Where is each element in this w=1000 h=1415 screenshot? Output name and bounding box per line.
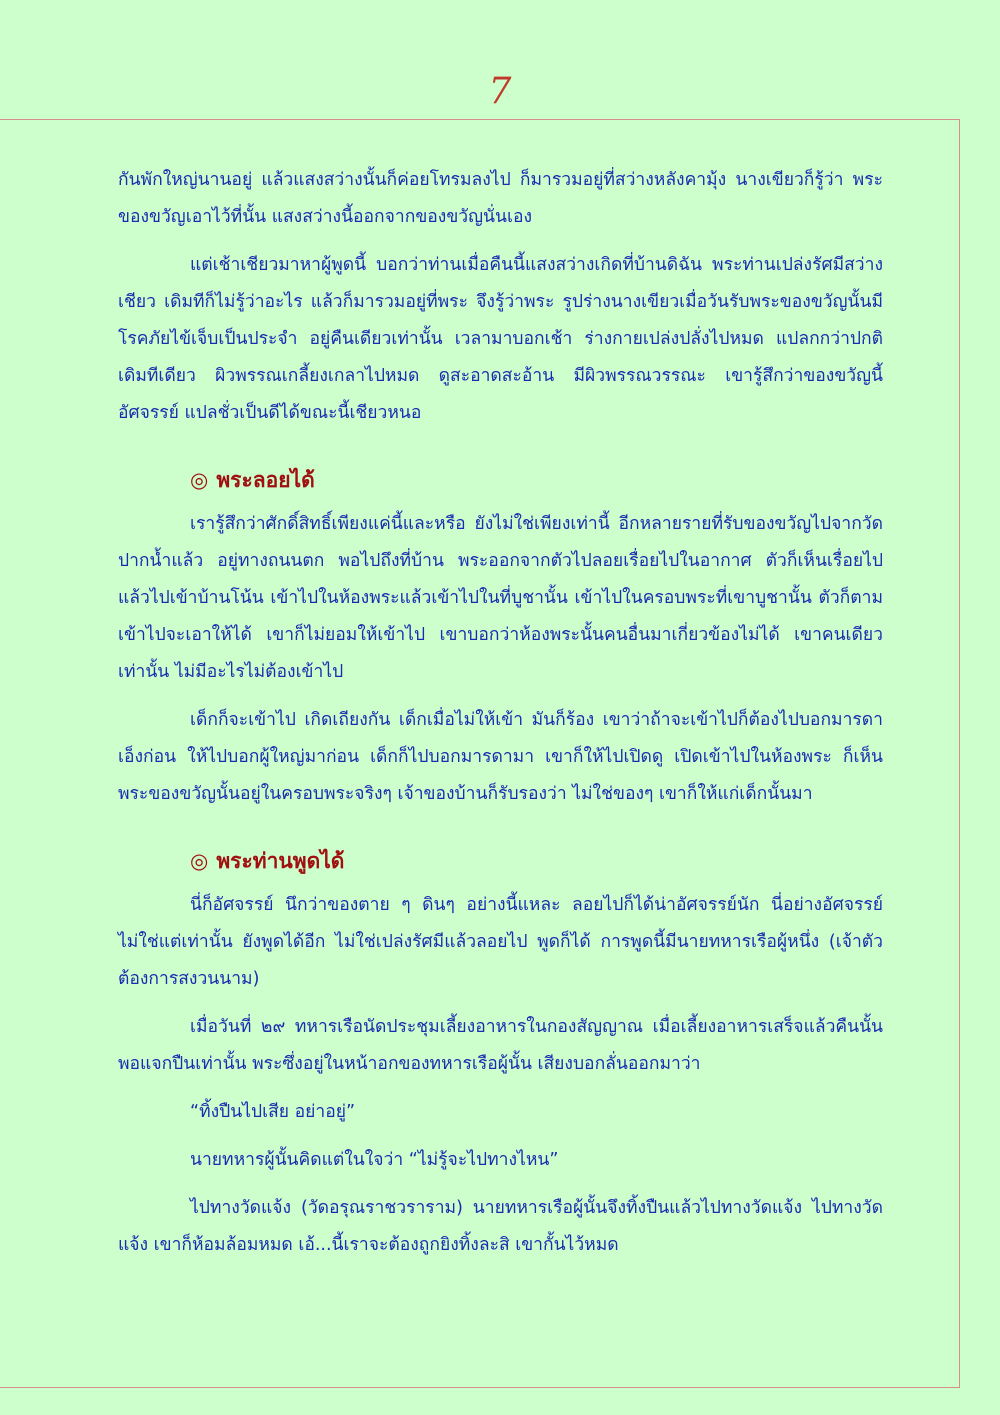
paragraph: แต่เช้าเชียวมาหาผู้พูดนี้ บอกว่าท่านเมื่อคืนนี้แสงสว่างเกิดที่บ้านดิฉัน พระท่านเปล่งรัศมีสว่างเชียว เดิมทีก็ไม่รู้ว่าอะไร แล้วก็มารวมอยู่ที่พระ จึงรู้ว่าพระ รูปร่างนางเขียวเมื่อวันรับพระของขวัญนั้นมีโรคภัยไข้เจ็บเป็นประจำ อยู่คืนเดียวเท่านั้น เวลามาบอกเช้า ร่างกายเปล่งปลั่งไปหมด แปลกกว่าปกติเดิมทีเดียว ผิวพรรณเกลี้ยงเกลาไปหมด ดูสะอาดสะอ้าน มีผิวพรรณวรรณะ เขารู้สึกว่าของขวัญนี้อัศจรรย์ แปลชั่วเป็นดีได้ขณะนี้เชียวหนอ (118, 255, 883, 423)
bullseye-icon: ◎ (190, 468, 209, 492)
heading-text: พระลอยได้ (216, 468, 315, 492)
section-heading-speaking-amulet (190, 841, 883, 881)
section-heading-floating-amulet (190, 460, 883, 500)
paragraph: เด็กก็จะเข้าไป เกิดเถียงกัน เด็กเมื่อไม่ให้เข้า มันก็ร้อง เขาว่าถ้าจะเข้าไปก็ต้องไปบอกมารดาเอ็งก่อน ให้ไปบอกผู้ใหญ่มาก่อน เด็กก็ไปบอกมารดามา เขาก็ให้ไปเปิดดู เปิดเข้าไปในห้องพระ ก็เห็นพระของขวัญนั้นอยู่ในครอบพระจริงๆ เจ้าของบ้านก็รับรองว่า ไม่ใช่ของๆ เขาก็ให้แก่เด็กนั้นมา (118, 710, 883, 804)
paragraph: นี่ก็อัศจรรย์ นึกว่าของตาย ๆ ดินๆ อย่างนี้แหละ ลอยไปก็ได้น่าอัศจรรย์นัก นี่อย่างอัศจรรย์ ไม่ใช่แต่เท่านั้น ยังพูดได้อีก ไม่ใช่เปล่งรัศมีแล้วลอยไป พูดก็ได้ การพูดนี้มีนายทหารเรือผู้หนึ่ง (เจ้าตัวต้องการสงวนนาม) (118, 895, 883, 989)
paragraph: เรารู้สึกว่าศักดิ์สิทธิ์เพียงแค่นี้และหรือ ยังไม่ใช่เพียงเท่านี้ อีกหลายรายที่รับของขวัญไปจากวัดปากน้ำแล้ว อยู่ทางถนนตก พอไปถึงที่บ้าน พระออกจากตัวไปลอยเรื่อยไปในอากาศ ตัวก็เห็นเรื่อยไป แล้วไปเข้าบ้านโน้น เข้าไปในห้องพระแล้วเข้าไปในที่บูชานั้น เข้าไปในครอบพระที่เขาบูชานั้น ตัวก็ตามเข้าไปจะเอาให้ได้ เขาก็ไม่ยอมให้เข้าไป เขาบอกว่าห้องพระนั้นคนอื่นมาเกี่ยวข้องไม่ได้ เขาคนเดียวเท่านั้น ไม่มีอะไรไม่ต้องเข้าไป (118, 514, 883, 682)
heading-text: พระท่านพูดได้ (216, 849, 345, 873)
bullseye-icon: ◎ (190, 849, 209, 873)
paragraph: เมื่อวันที่ ๒๙ ทหารเรือนัดประชุมเลี้ยงอาหารในกองสัญญาณ เมื่อเลี้ยงอาหารเสร็จแล้วคืนนั้น พอแจกปืนเท่านั้น พระซึ่งอยู่ในหน้าอกของทหารเรือผู้นั้น เสียงบอกลั่นออกมาว่า (118, 1017, 883, 1074)
quote-line: นายทหารผู้นั้นคิดแต่ในใจว่า “ไม่รู้จะไปทางไหน” (190, 1150, 559, 1170)
page-number: 7 (488, 71, 512, 112)
page-content (118, 162, 883, 1275)
paragraph: ไปทางวัดแจ้ง (วัดอรุณราชวราราม) นายทหารเรือผู้นั้นจึงทิ้งปืนแล้วไปทางวัดแจ้ง ไปทางวัดแจ้ง เขาก็ห้อมล้อมหมด เอ้...นี้เราจะต้องถูกยิงทิ้งละสิ เขากั้นไว้หมด (118, 1198, 883, 1255)
paragraph: กันพักใหญ่นานอยู่ แล้วแสงสว่างนั้นก็ค่อยโทรมลงไป ก็มารวมอยู่ที่สว่างหลังคามุ้ง นางเขียวก็รู้ว่า พระของขวัญเอาไว้ที่นั้น แสงสว่างนี้ออกจากของขวัญนั่นเอง (118, 170, 883, 227)
quote-line: “ทิ้งปืนไปเสีย อย่าอยู่” (190, 1102, 356, 1122)
